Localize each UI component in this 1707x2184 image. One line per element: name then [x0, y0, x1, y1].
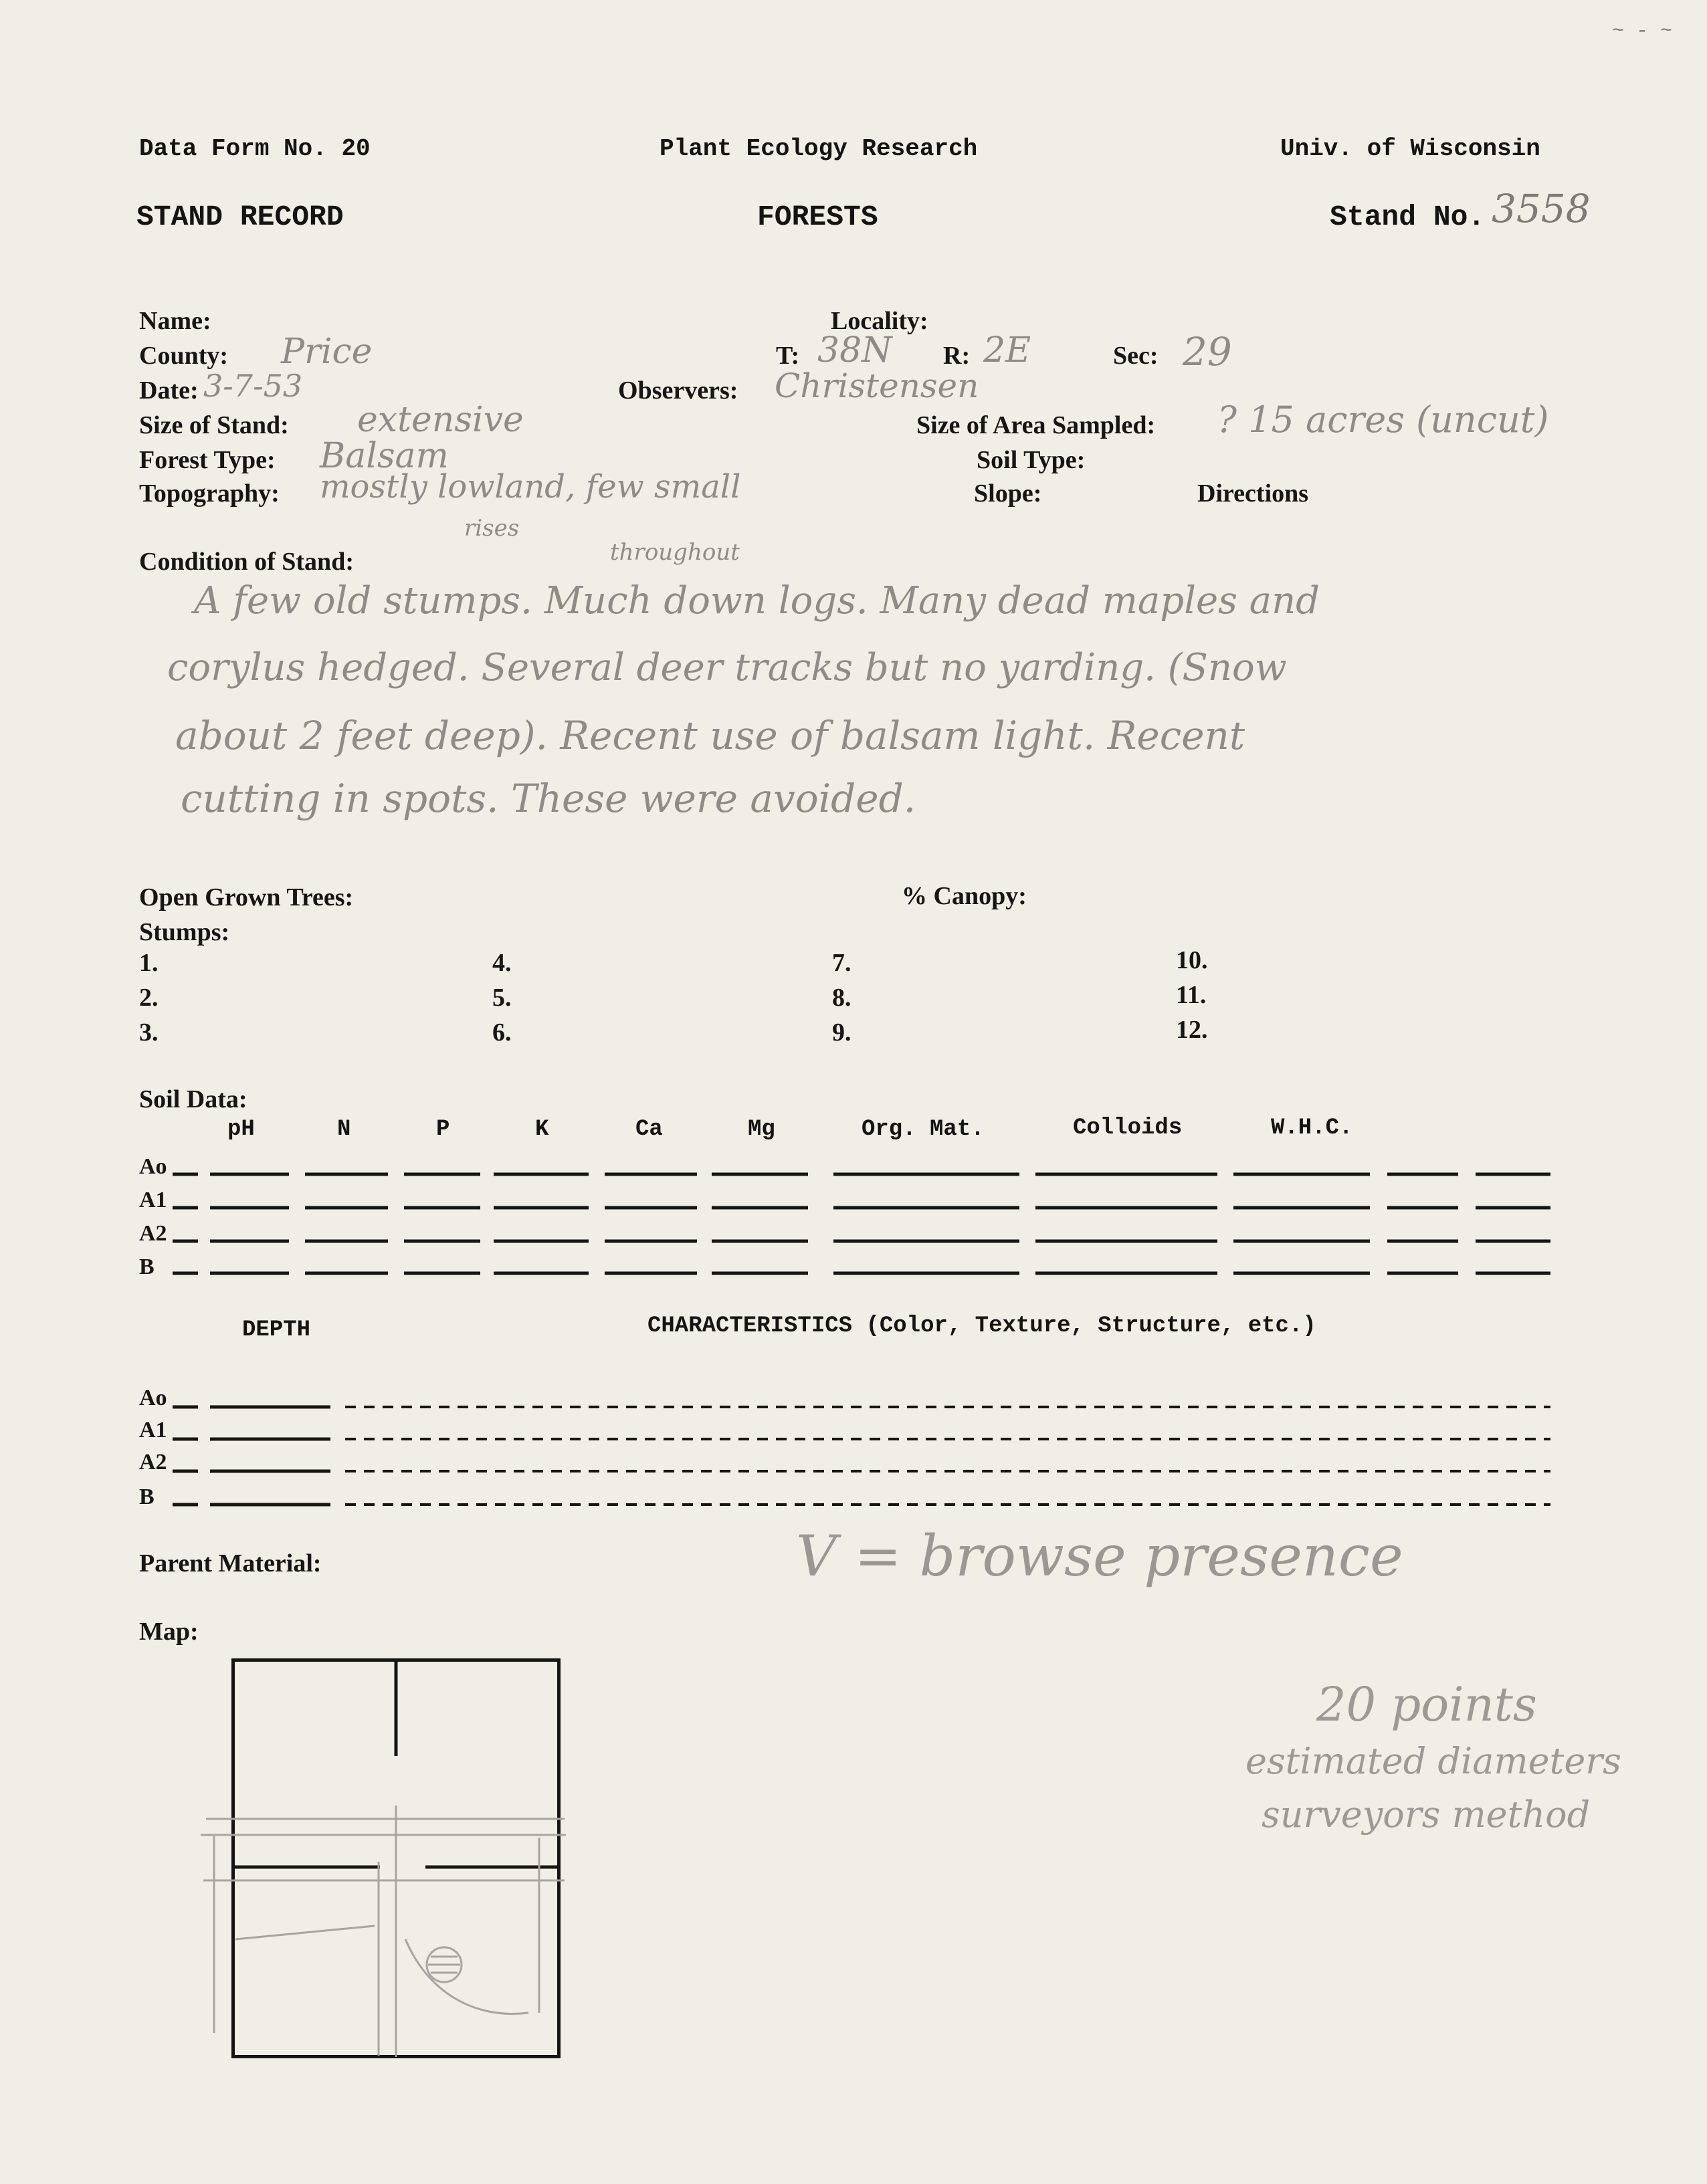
stump-8: 8.: [832, 984, 851, 1012]
area-sampled-value: ? 15 acres (uncut): [1217, 399, 1549, 441]
stump-3: 3.: [139, 1018, 159, 1047]
county-label: County:: [139, 342, 229, 370]
condition-line-2: corylus hedged. Several deer tracks but no yarding. (Snow: [167, 646, 1287, 689]
soil-data-label: Soil Data:: [139, 1085, 247, 1113]
form-number: Data Form No. 20: [139, 135, 371, 162]
profile-row-a1: A1: [139, 1418, 167, 1442]
area-sampled-label: Size of Area Sampled:: [916, 411, 1156, 439]
browse-note: V = browse presence: [796, 1523, 1403, 1589]
topography-value-continued: rises: [464, 515, 520, 542]
size-of-stand-label: Size of Stand:: [139, 411, 289, 439]
stump-6: 6.: [492, 1018, 512, 1047]
date-label: Date:: [139, 376, 199, 405]
soil-col-ca: Ca: [635, 1117, 663, 1142]
observers-label: Observers:: [618, 376, 738, 405]
university-name: Univ. of Wisconsin: [1280, 135, 1540, 162]
forest-type-value: Balsam: [320, 436, 449, 476]
depth-label: DEPTH: [242, 1317, 311, 1343]
stump-11: 11.: [1176, 981, 1207, 1009]
soil-col-whc: W.H.C.: [1271, 1115, 1353, 1141]
stump-4: 4.: [492, 949, 512, 977]
township-label: T:: [776, 342, 800, 370]
section-label: Sec:: [1113, 342, 1159, 370]
locality-label: Locality:: [831, 307, 928, 335]
soil-row-b: B: [139, 1254, 155, 1279]
soil-col-ph: pH: [227, 1117, 255, 1142]
category-title: FORESTS: [757, 201, 878, 233]
canopy-label: % Canopy:: [902, 882, 1027, 910]
stump-1: 1.: [139, 949, 159, 977]
condition-line-1: A few old stumps. Much down logs. Many dead maples and: [194, 579, 1320, 623]
side-note-line-2: estimated diameters: [1245, 1740, 1621, 1782]
condition-label: Condition of Stand:: [139, 548, 354, 576]
soil-row-a1: A1: [139, 1188, 167, 1212]
open-grown-trees-label: Open Grown Trees:: [139, 883, 354, 911]
stand-no-value: 3558: [1492, 186, 1591, 231]
stand-no-label: Stand No.: [1330, 201, 1486, 233]
soil-col-colloids: Colloids: [1073, 1115, 1183, 1141]
soil-col-org-mat: Org. Mat.: [862, 1117, 985, 1142]
soil-type-label: Soil Type:: [977, 446, 1086, 474]
soil-col-n: N: [337, 1117, 351, 1142]
characteristics-label: CHARACTERISTICS (Color, Texture, Structure, etc.): [647, 1313, 1316, 1339]
profile-row-b: B: [139, 1485, 155, 1509]
corner-mark: ~ - ~: [1612, 20, 1673, 43]
slope-label: Slope:: [974, 479, 1042, 508]
county-value: Price: [281, 332, 373, 372]
stump-12: 12.: [1176, 1016, 1208, 1044]
date-value: 3-7-53: [203, 368, 303, 404]
record-title: STAND RECORD: [136, 201, 344, 233]
topography-label: Topography:: [139, 479, 280, 508]
stump-2: 2.: [139, 984, 159, 1012]
stump-10: 10.: [1176, 946, 1208, 974]
map-label: Map:: [139, 1618, 199, 1646]
condition-line-4: cutting in spots. These were avoided.: [181, 776, 916, 821]
soil-col-k: K: [535, 1117, 549, 1142]
township-value: 38N: [817, 330, 892, 370]
condition-line-3: about 2 feet deep). Recent use of balsam light. Recent: [175, 713, 1245, 758]
topography-value: mostly lowland, few small: [320, 468, 741, 506]
forest-type-label: Forest Type:: [139, 446, 276, 474]
soil-row-a2: A2: [139, 1221, 167, 1246]
directions-label: Directions: [1197, 479, 1309, 508]
stump-7: 7.: [832, 949, 851, 977]
profile-row-ao: Ao: [139, 1386, 167, 1410]
soil-col-mg: Mg: [748, 1117, 775, 1142]
name-label: Name:: [139, 307, 211, 335]
soil-col-p: P: [436, 1117, 450, 1142]
stump-5: 5.: [492, 984, 512, 1012]
stumps-label: Stumps:: [139, 918, 230, 946]
org-name: Plant Ecology Research: [660, 135, 978, 162]
side-note-line-3: surveyors method: [1262, 1793, 1591, 1836]
range-value: 2E: [983, 330, 1031, 370]
profile-row-a2: A2: [139, 1450, 167, 1475]
stump-9: 9.: [832, 1018, 851, 1047]
section-value: 29: [1183, 329, 1232, 374]
parent-material-label: Parent Material:: [139, 1549, 322, 1577]
condition-insert: throughout: [610, 539, 740, 566]
range-label: R:: [943, 342, 971, 370]
observers-value: Christensen: [775, 366, 979, 405]
soil-row-ao: Ao: [139, 1154, 167, 1179]
size-of-stand-value: extensive: [357, 400, 524, 440]
side-note-line-1: 20 points: [1316, 1677, 1537, 1732]
